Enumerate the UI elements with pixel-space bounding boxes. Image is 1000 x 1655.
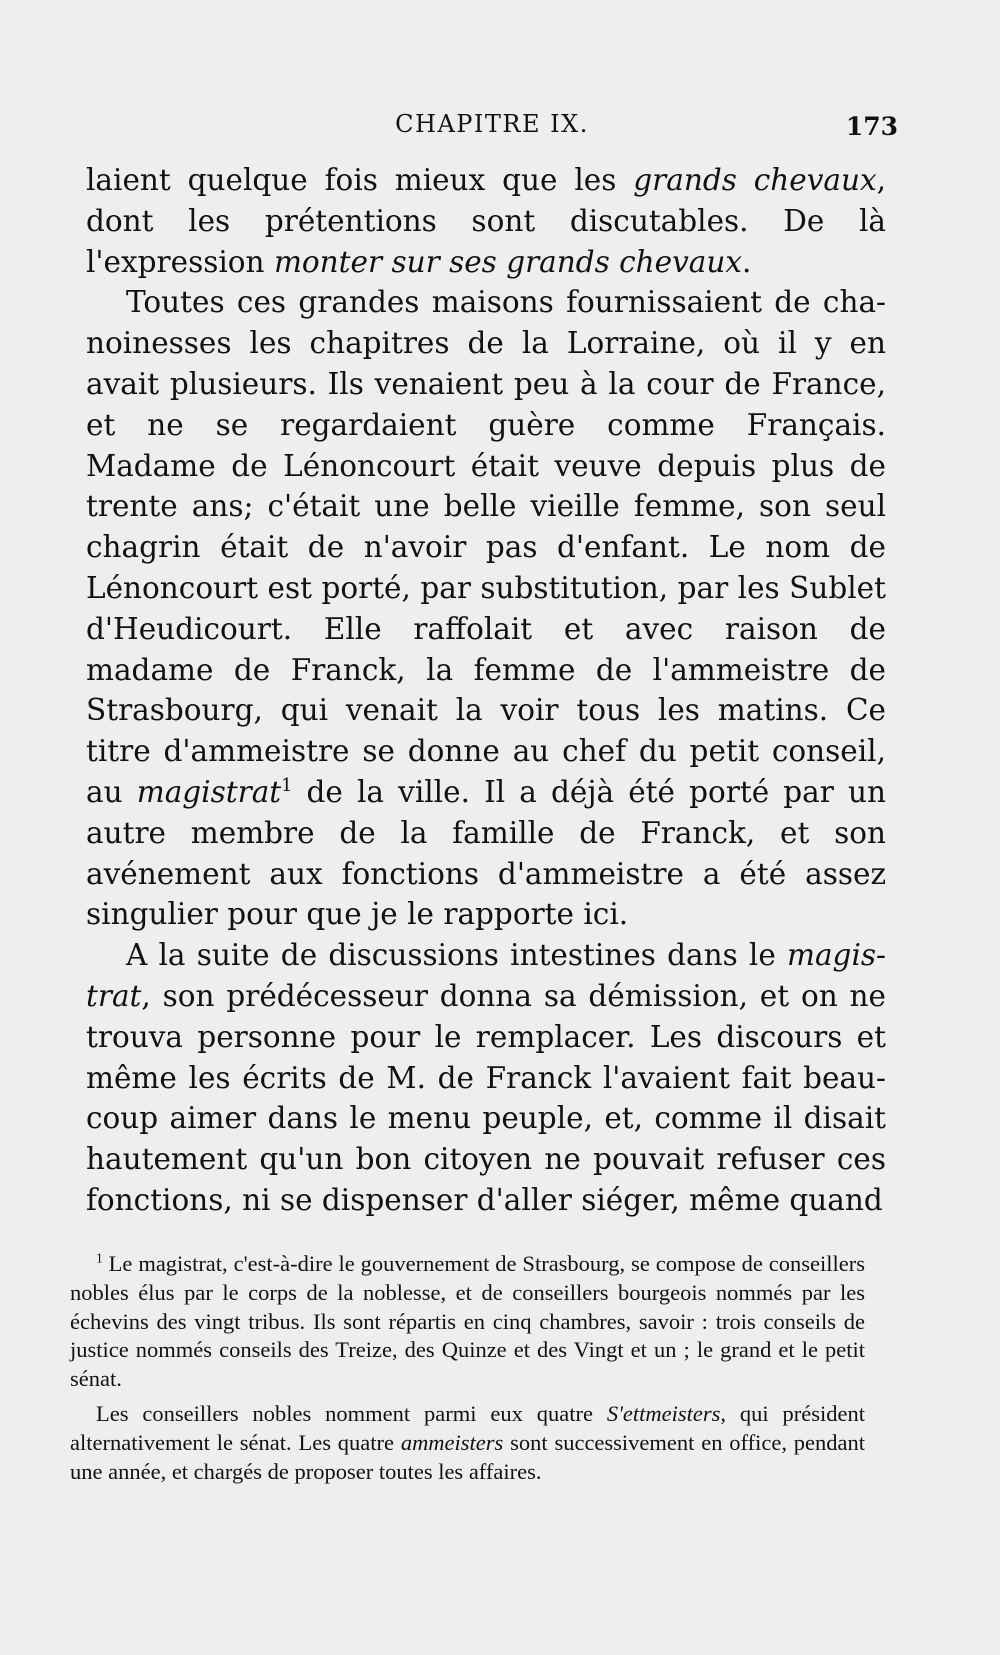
footnote-reference: 1	[281, 776, 293, 797]
running-title: CHAPITRE IX.	[395, 110, 589, 138]
text-run: Le magistrat, c'est-à-dire le gouvernement de Strasbourg, se compose de conseillers nobles élus par le corps de la noblesse, et de conseillers bourgeois nommés par les échevins des vingt tribus. Ils sont répartis en cinq chambres, savoir : trois conseils de justice nommés conseils des Treize, des Quinze et des Vingt et un ; le grand et le petit sénat.	[70, 1251, 865, 1392]
text-run: , son prédécesseur donna sa démission, et on ne trouva personne pour le remplacer. Les discours et même les écrits de M. de Franck l'avaient fait beaucoup aimer dans le menu peuple, et, comme il disait hautement qu'un bon citoyen ne pouvait refuser ces fonctions, ni se dispenser d'aller siéger, même quand	[86, 978, 886, 1217]
paragraph	[86, 160, 886, 282]
text-run: Toutes ces grandes maisons fournissaient de chanoinesses les chapitres de la Lorraine, où il y en avait plusieurs. Ils venaient peu à la cour de France, et ne se regardaient guère comme Français. Madame de Lénoncourt était veuve depuis plus de trente ans; c'était une belle vieille femme, son seul chagrin était de n'avoir pas d'enfant. Le nom de Lénoncourt est porté, par substitution, par les Sublet d'Heudicourt. Elle raffolait et avec raison de madame de Franck, la femme de l'ammeistre de Strasbourg, qui venait la voir tous les matins. Ce titre d'ammeistre se donne au chef du petit conseil, au	[86, 285, 886, 809]
main-text	[86, 160, 886, 1221]
text-run: sont successivement en office, pendant une année, et chargés de proposer toutes les affaires.	[70, 1429, 865, 1484]
text-run: laient quelque fois mieux que les	[86, 163, 634, 197]
italic-text: monter sur ses grands chevaux	[273, 244, 743, 279]
text-run: .	[742, 244, 752, 279]
footnote-continuation	[70, 1400, 865, 1486]
italic-text: magistrat	[136, 774, 282, 809]
text-run: , qui président alternativement le sénat. Les quatre	[70, 1400, 865, 1455]
italic-text: S'ettmeisters	[606, 1400, 721, 1426]
footnotes	[70, 1250, 865, 1486]
italic-text: ammeisters	[400, 1429, 504, 1455]
text-run: , dont les prétentions sont discutables. De là l'expression	[86, 163, 886, 279]
page-number: 173	[845, 112, 898, 141]
italic-text: magistrat	[86, 938, 886, 1013]
text-run: A la suite de discussions intestines dans le	[126, 938, 787, 973]
text-run: de la ville. Il a déjà été porté par un autre membre de la famille de Franck, et son avénement aux fonctions d'ammeistre a été assez singulier pour que je le rapporte ici.	[86, 774, 886, 932]
paragraph	[86, 935, 886, 1221]
footnote	[70, 1250, 865, 1394]
footnote-marker: 1	[96, 1250, 103, 1266]
paragraph	[86, 282, 886, 935]
page-header	[86, 110, 898, 150]
text-run: Les conseillers nobles nomment parmi eux quatre	[96, 1400, 607, 1426]
italic-text: grands chevaux	[633, 163, 877, 197]
